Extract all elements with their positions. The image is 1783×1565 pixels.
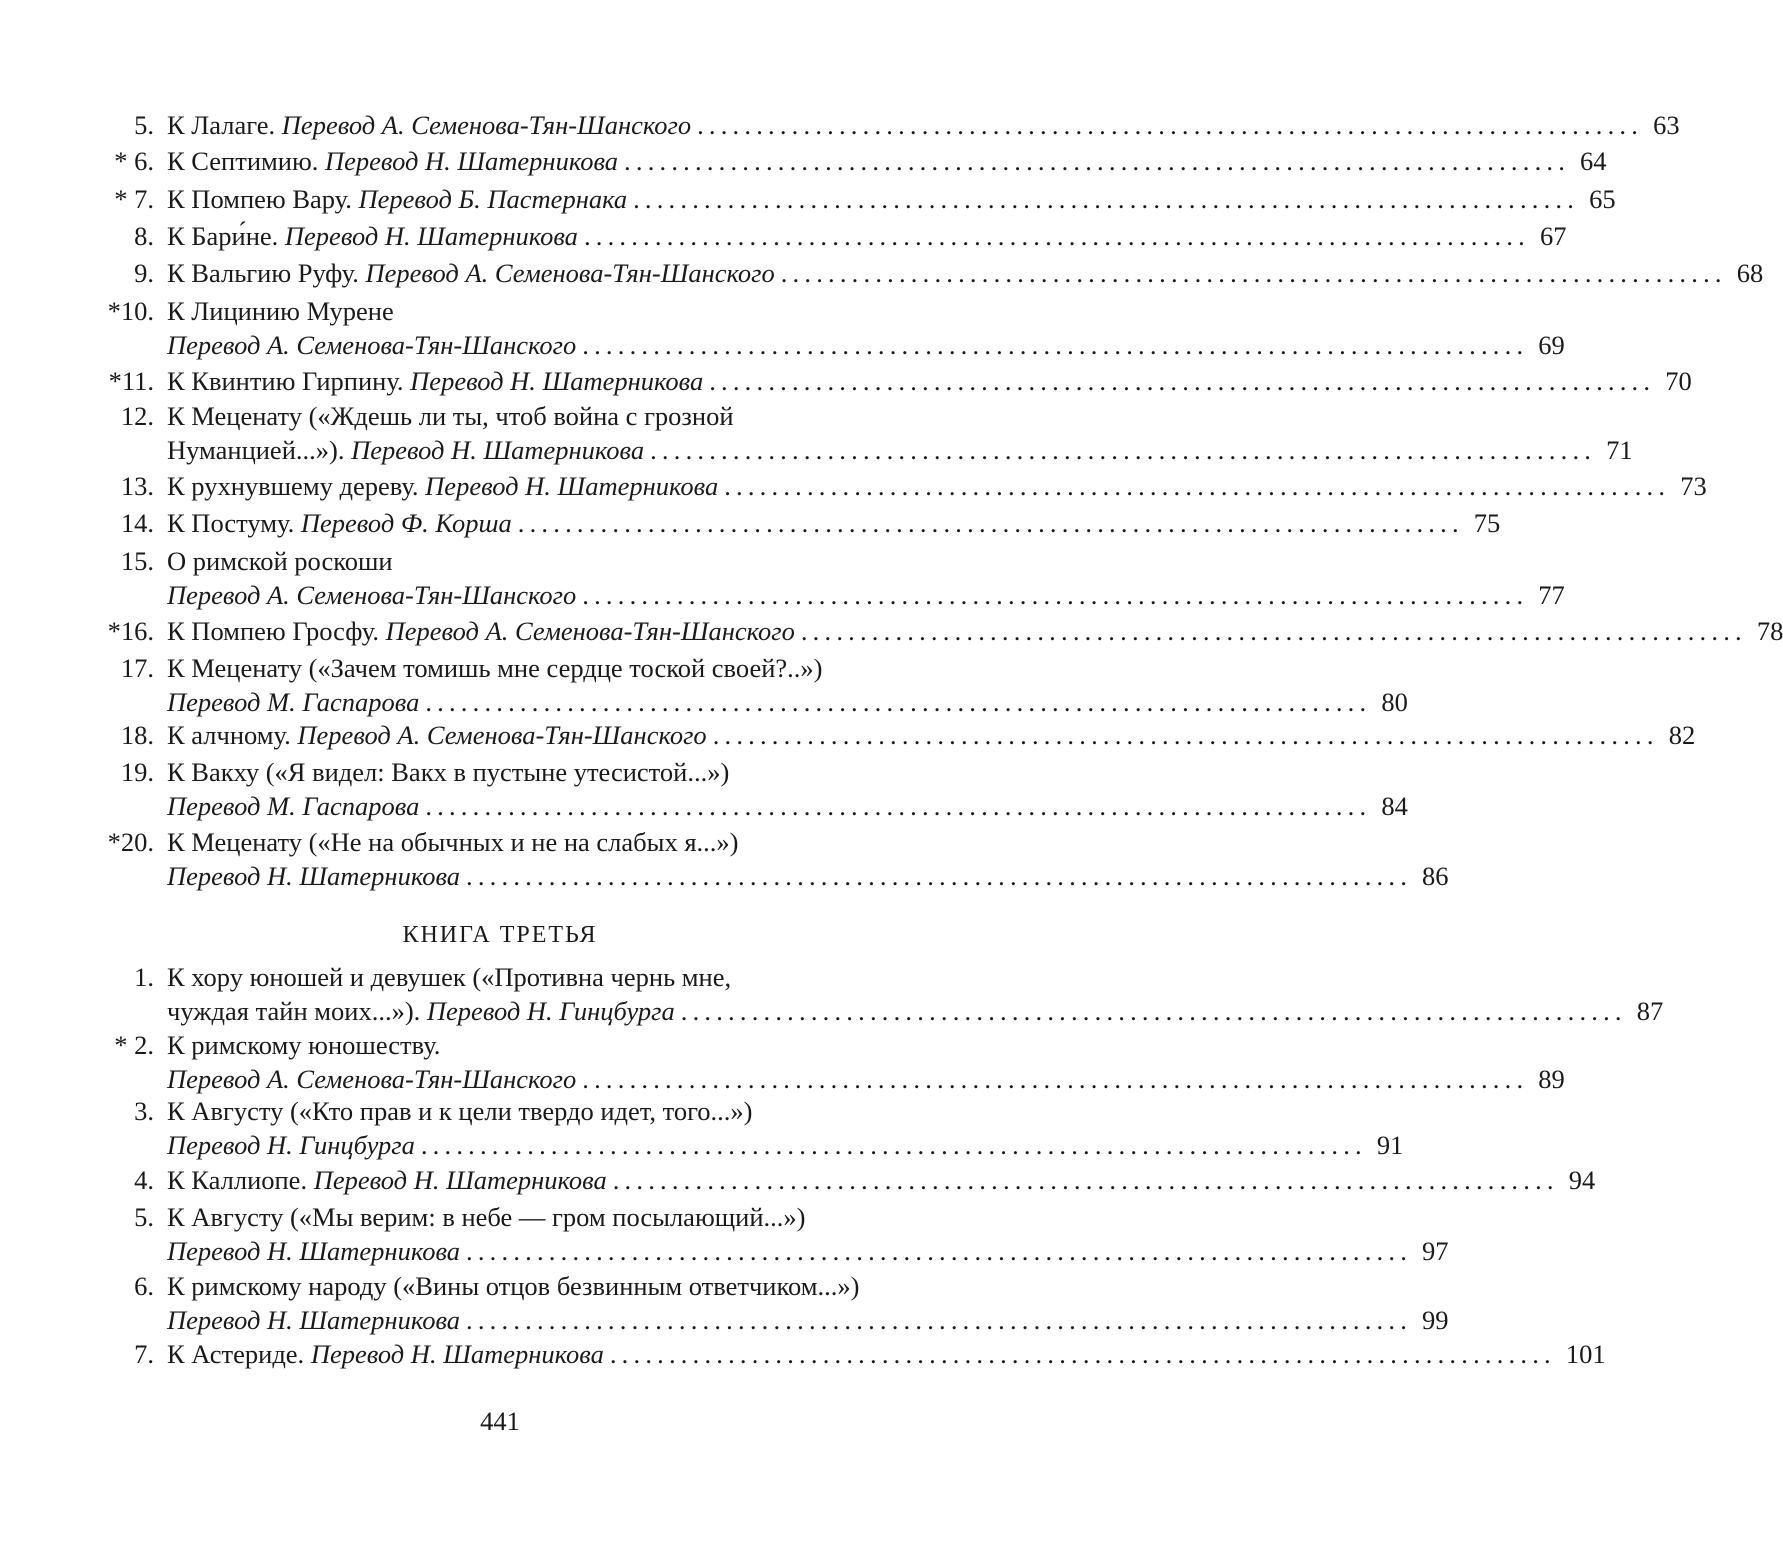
entry-line (167, 364, 1692, 398)
entry-title: К Августу («Кто прав и к цели твердо идет, того...») (167, 1096, 753, 1126)
entry-title: К Меценату («Ждешь ли ты, чтоб война с грозной (167, 401, 734, 431)
dot-leader: ................................................................................ (800, 616, 1747, 646)
entry-page-number: 68 (1736, 258, 1764, 288)
entry-line (167, 1163, 1596, 1197)
entry-line (167, 718, 1696, 752)
entry-line (167, 469, 1707, 503)
entry-line (167, 328, 1565, 362)
entry-translator: Перевод Н. Шатерникова (425, 471, 719, 501)
entry-title: К Астериде. (167, 1339, 311, 1369)
entry-number: 12. (120, 401, 154, 431)
entry-line (167, 1234, 1449, 1268)
entry-number: 5. (134, 1202, 154, 1232)
entry-line (167, 960, 878, 994)
entry-page-number: 77 (1538, 580, 1565, 611)
entry-page-number: 82 (1668, 720, 1696, 750)
entry-number: 4. (134, 1165, 154, 1195)
entry-title: К хору юношей и девушек («Противна чернь мне, (167, 962, 732, 992)
dot-leader: ................................................................................ (466, 1236, 1413, 1267)
dot-leader: ................................................................................ (609, 1339, 1556, 1369)
entry-line (167, 399, 878, 433)
entry-title: К Вальгию Руфу. (167, 258, 366, 288)
dot-leader: ................................................................................ (712, 720, 1659, 750)
dot-leader: ................................................................................ (582, 1064, 1529, 1095)
entry-page-number: 65 (1589, 184, 1616, 214)
entry-translator: Перевод Ф. Корша (300, 508, 512, 538)
dot-leader: ................................................................................ (633, 184, 1580, 214)
entry-title: К алчному. (167, 720, 298, 750)
entry-number: 6. (134, 1271, 154, 1301)
entry-translator: Перевод А. Семенова-Тян-Шанского (385, 616, 795, 646)
entry-line (167, 1062, 1565, 1096)
entry-title: К Помпею Гросфу. (167, 616, 386, 646)
dot-leader: ................................................................................ (583, 221, 1530, 251)
entry-line (167, 1269, 878, 1303)
entry-line (167, 256, 1764, 290)
entry-line (167, 651, 878, 685)
entry-number: * 7. (114, 184, 154, 214)
entry-number: *10. (107, 296, 154, 326)
entry-number: *16. (107, 616, 154, 646)
entry-title: чуждая тайн моих...»). (167, 996, 427, 1027)
page-number: 441 (480, 1406, 520, 1436)
entry-number: *11. (108, 366, 154, 396)
entry-page-number: 75 (1473, 508, 1501, 538)
entry-number: 15. (120, 546, 154, 576)
entry-translator: Перевод Н. Гинцбурга (426, 996, 675, 1027)
entry-line (167, 219, 1567, 253)
entry-number: 9. (134, 258, 154, 288)
entry-number: *20. (107, 827, 154, 857)
entry-number: 3. (134, 1096, 154, 1126)
entry-title: К Меценату («Не на обычных и не на слабых я...») (167, 827, 739, 857)
entry-number: 7. (134, 1339, 154, 1369)
entry-title: К Бари́не. (167, 221, 285, 251)
entry-title: К Каллиопе. (167, 1165, 314, 1195)
entry-number: 17. (120, 653, 154, 683)
entry-line (167, 433, 1633, 467)
dot-leader: ................................................................................ (425, 687, 1372, 718)
entry-translator: Перевод Н. Шатерникова (325, 146, 619, 176)
entry-translator: Перевод Б. Пастернака (358, 184, 628, 214)
entry-title: К Помпею Вару. (167, 184, 359, 214)
entry-page-number: 69 (1538, 330, 1565, 361)
entry-line (167, 578, 1565, 612)
entry-page-number: 101 (1565, 1339, 1606, 1369)
entry-page-number: 86 (1422, 861, 1449, 892)
entry-title: К Августу («Мы верим: в небе — гром посылающий...») (167, 1202, 806, 1232)
entry-number: 8. (134, 221, 154, 251)
entry-translator: Перевод Н. Шатерникова (313, 1165, 607, 1195)
entry-line (167, 1303, 1449, 1337)
entry-line (167, 294, 878, 328)
entry-translator: Перевод А. Семенова-Тян-Шанского (281, 110, 692, 140)
entry-page-number: 91 (1376, 1130, 1404, 1161)
entry-page-number: 64 (1580, 146, 1607, 176)
entry-page-number: 84 (1381, 791, 1408, 822)
entry-line (167, 859, 1449, 893)
entry-line (167, 1337, 1606, 1371)
entry-title: К римскому народу («Вины отцов безвинным ответчиком...») (167, 1271, 860, 1301)
dot-leader: ................................................................................ (466, 861, 1413, 892)
entry-translator: Перевод А. Семенова-Тян-Шанского (167, 580, 577, 611)
entry-page-number: 94 (1568, 1165, 1596, 1195)
entry-translator: Перевод Н. Шатерникова (167, 1236, 461, 1267)
entry-translator: Перевод А. Семенова-Тян-Шанского (167, 330, 577, 361)
entry-title: К рухнувшему дереву. (167, 471, 426, 501)
dot-leader: ................................................................................ (624, 146, 1571, 176)
entry-number: 18. (120, 720, 154, 750)
entry-title: К Лалаге. (167, 110, 282, 140)
dot-leader: ................................................................................ (709, 366, 1656, 396)
entry-translator: Перевод Н. Шатерникова (351, 435, 645, 466)
entry-line (167, 1094, 878, 1128)
dot-leader: ................................................................................ (724, 471, 1671, 501)
entry-page-number: 63 (1653, 110, 1680, 140)
entry-page-number: 87 (1636, 996, 1664, 1027)
entry-number: 1. (134, 962, 154, 992)
entry-translator: Перевод Н. Гинцбурга (167, 1130, 415, 1161)
entry-line (167, 614, 1783, 648)
entry-line (167, 144, 1607, 178)
entry-translator: Перевод Н. Шатерникова (310, 1339, 604, 1369)
entry-title: Нуманцией...»). (167, 435, 352, 466)
entry-translator: Перевод А. Семенова-Тян-Шанского (297, 720, 707, 750)
entry-title: К Меценату («Зачем томишь мне сердце тоской своей?..») (167, 653, 823, 683)
section-heading-book-three: КНИГА ТРЕТЬЯ (402, 922, 598, 948)
entry-page-number: 73 (1680, 471, 1707, 501)
dot-leader: ................................................................................ (425, 791, 1372, 822)
entry-line (167, 685, 1408, 719)
entry-line (167, 182, 1616, 216)
dot-leader: ................................................................................ (680, 996, 1627, 1027)
entry-translator: Перевод Н. Шатерникова (167, 861, 461, 892)
entry-translator: Перевод А. Семенова-Тян-Шанского (167, 1064, 577, 1095)
entry-page-number: 80 (1381, 687, 1408, 718)
entry-line (167, 544, 878, 578)
dot-leader: ................................................................................ (582, 330, 1529, 361)
dot-leader: ................................................................................ (650, 435, 1597, 466)
entry-translator: Перевод М. Гаспарова (167, 687, 420, 718)
entry-title: К Постуму. (167, 508, 301, 538)
entry-number: 19. (120, 757, 154, 787)
dot-leader: ................................................................................ (780, 258, 1727, 288)
entry-title: К Септимию. (167, 146, 326, 176)
entry-line (167, 994, 1664, 1028)
entry-title: К Квинтию Гирпину. (167, 366, 411, 396)
entry-line (167, 1200, 878, 1234)
entry-line (167, 789, 1408, 823)
entry-number: * 2. (114, 1030, 154, 1060)
entry-translator: Перевод М. Гаспарова (167, 791, 420, 822)
entry-translator: Перевод А. Семенова-Тян-Шанского (365, 258, 775, 288)
entry-title: К Вакху («Я видел: Вакх в пустыне утесистой...») (167, 757, 730, 787)
entry-page-number: 67 (1539, 221, 1567, 251)
entry-translator: Перевод Н. Шатерникова (167, 1305, 461, 1336)
dot-leader: ................................................................................ (466, 1305, 1413, 1336)
entry-number: * 6. (114, 146, 154, 176)
entry-line (167, 506, 1501, 540)
entry-line (167, 755, 878, 789)
entry-line (167, 1028, 878, 1062)
entry-line (167, 825, 878, 859)
entry-title: О римской роскоши (167, 546, 393, 576)
entry-title: К римскому юношеству. (167, 1030, 441, 1060)
entry-page-number: 99 (1422, 1305, 1449, 1336)
dot-leader: ................................................................................ (697, 110, 1644, 140)
entry-page-number: 71 (1606, 435, 1633, 466)
entry-number: 14. (120, 508, 154, 538)
entry-number: 13. (120, 471, 154, 501)
entry-title: К Лицинию Мурене (167, 296, 394, 326)
entry-page-number: 78 (1756, 616, 1783, 646)
entry-number: 5. (134, 110, 154, 140)
dot-leader: ................................................................................ (582, 580, 1529, 611)
dot-leader: ................................................................................ (612, 1165, 1559, 1195)
entry-page-number: 70 (1665, 366, 1692, 396)
entry-page-number: 89 (1538, 1064, 1565, 1095)
entry-translator: Перевод Н. Шатерникова (284, 221, 578, 251)
entry-page-number: 97 (1422, 1236, 1449, 1267)
entry-line (167, 1128, 1404, 1162)
entry-translator: Перевод Н. Шатерникова (410, 366, 704, 396)
entry-line (167, 108, 1680, 142)
dot-leader: ................................................................................ (420, 1130, 1367, 1161)
dot-leader: ................................................................................ (517, 508, 1464, 538)
